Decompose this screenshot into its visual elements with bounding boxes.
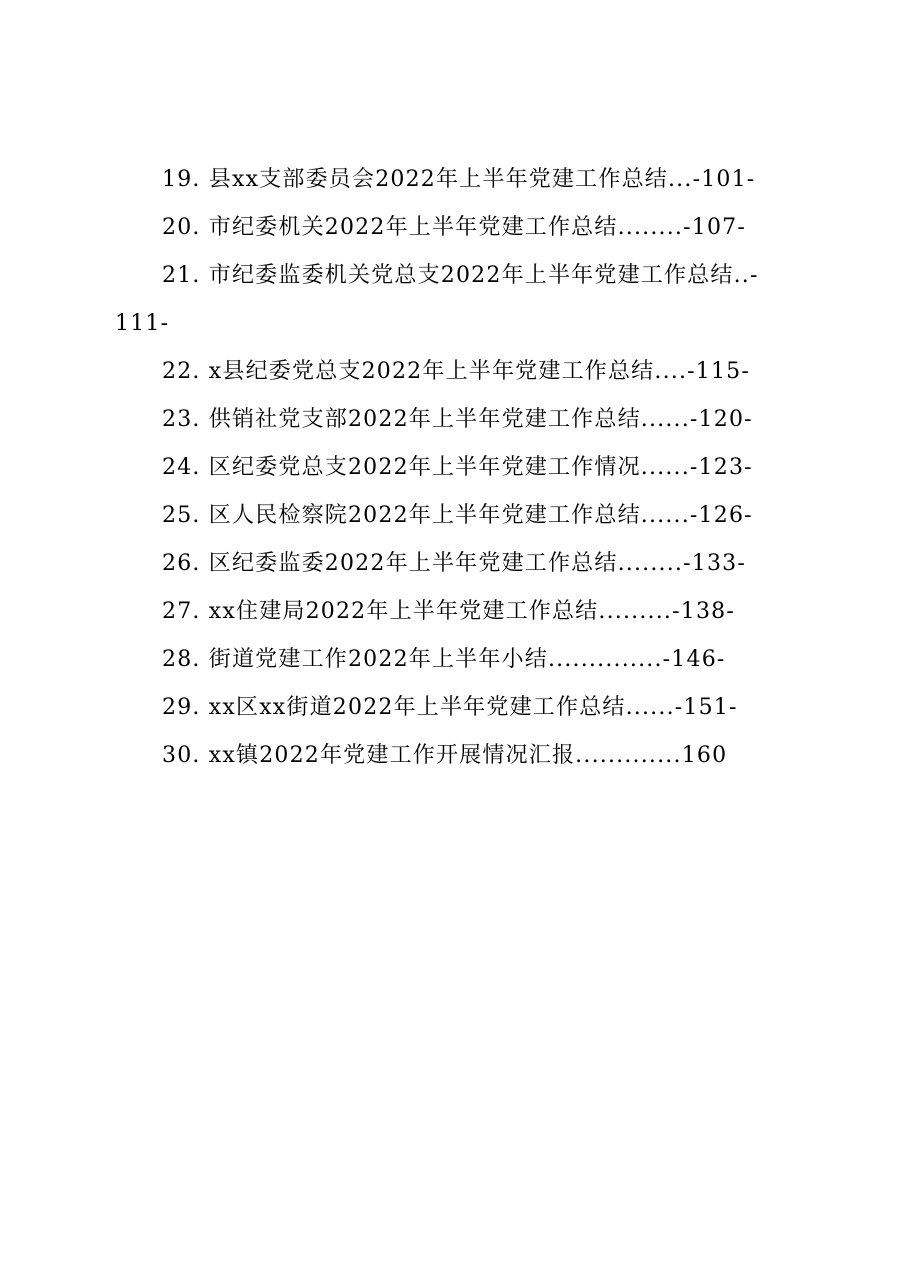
toc-entry-text: 111-: [115, 311, 170, 336]
toc-entry-text: 29. xx区xx街道2022年上半年党建工作总结......-151-: [162, 695, 738, 720]
toc-entry-text: 21. 市纪委监委机关党总支2022年上半年党建工作总结..-: [162, 263, 759, 288]
toc-entry-text: 22. x县纪委党总支2022年上半年党建工作总结....-115-: [162, 359, 751, 384]
toc-entry-20[interactable]: [0, 211, 909, 245]
toc-entry-21[interactable]: [0, 259, 909, 293]
toc-entry-21-continuation[interactable]: [0, 307, 909, 341]
toc-entry-text: 25. 区人民检察院2022年上半年党建工作总结......-126-: [162, 503, 753, 528]
toc-entry-26[interactable]: [0, 547, 909, 581]
toc-entry-text: 27. xx住建局2022年上半年党建工作总结.........-138-: [162, 599, 735, 624]
toc-entry-text: 28. 街道党建工作2022年上半年小结..............-146-: [162, 647, 726, 672]
toc-entry-24[interactable]: [0, 451, 909, 485]
toc-entry-29[interactable]: [0, 691, 909, 725]
toc-entry-text: 24. 区纪委党总支2022年上半年党建工作情况......-123-: [162, 455, 753, 480]
toc-entry-text: 26. 区纪委监委2022年上半年党建工作总结........-133-: [162, 551, 746, 576]
toc-entry-text: 23. 供销社党支部2022年上半年党建工作总结......-120-: [162, 407, 753, 432]
toc-entry-23[interactable]: [0, 403, 909, 437]
toc-entry-25[interactable]: [0, 499, 909, 533]
toc-entry-19[interactable]: [0, 163, 909, 197]
toc-entry-28[interactable]: [0, 643, 909, 677]
toc-entry-30[interactable]: [0, 739, 909, 773]
toc-entry-text: 20. 市纪委机关2022年上半年党建工作总结........-107-: [162, 215, 746, 240]
toc-entry-text: 19. 县xx支部委员会2022年上半年党建工作总结...-101-: [162, 167, 756, 192]
toc-entry-22[interactable]: [0, 355, 909, 389]
toc-entry-27[interactable]: [0, 595, 909, 629]
toc-entry-text: 30. xx镇2022年党建工作开展情况汇报.............160: [162, 743, 728, 768]
